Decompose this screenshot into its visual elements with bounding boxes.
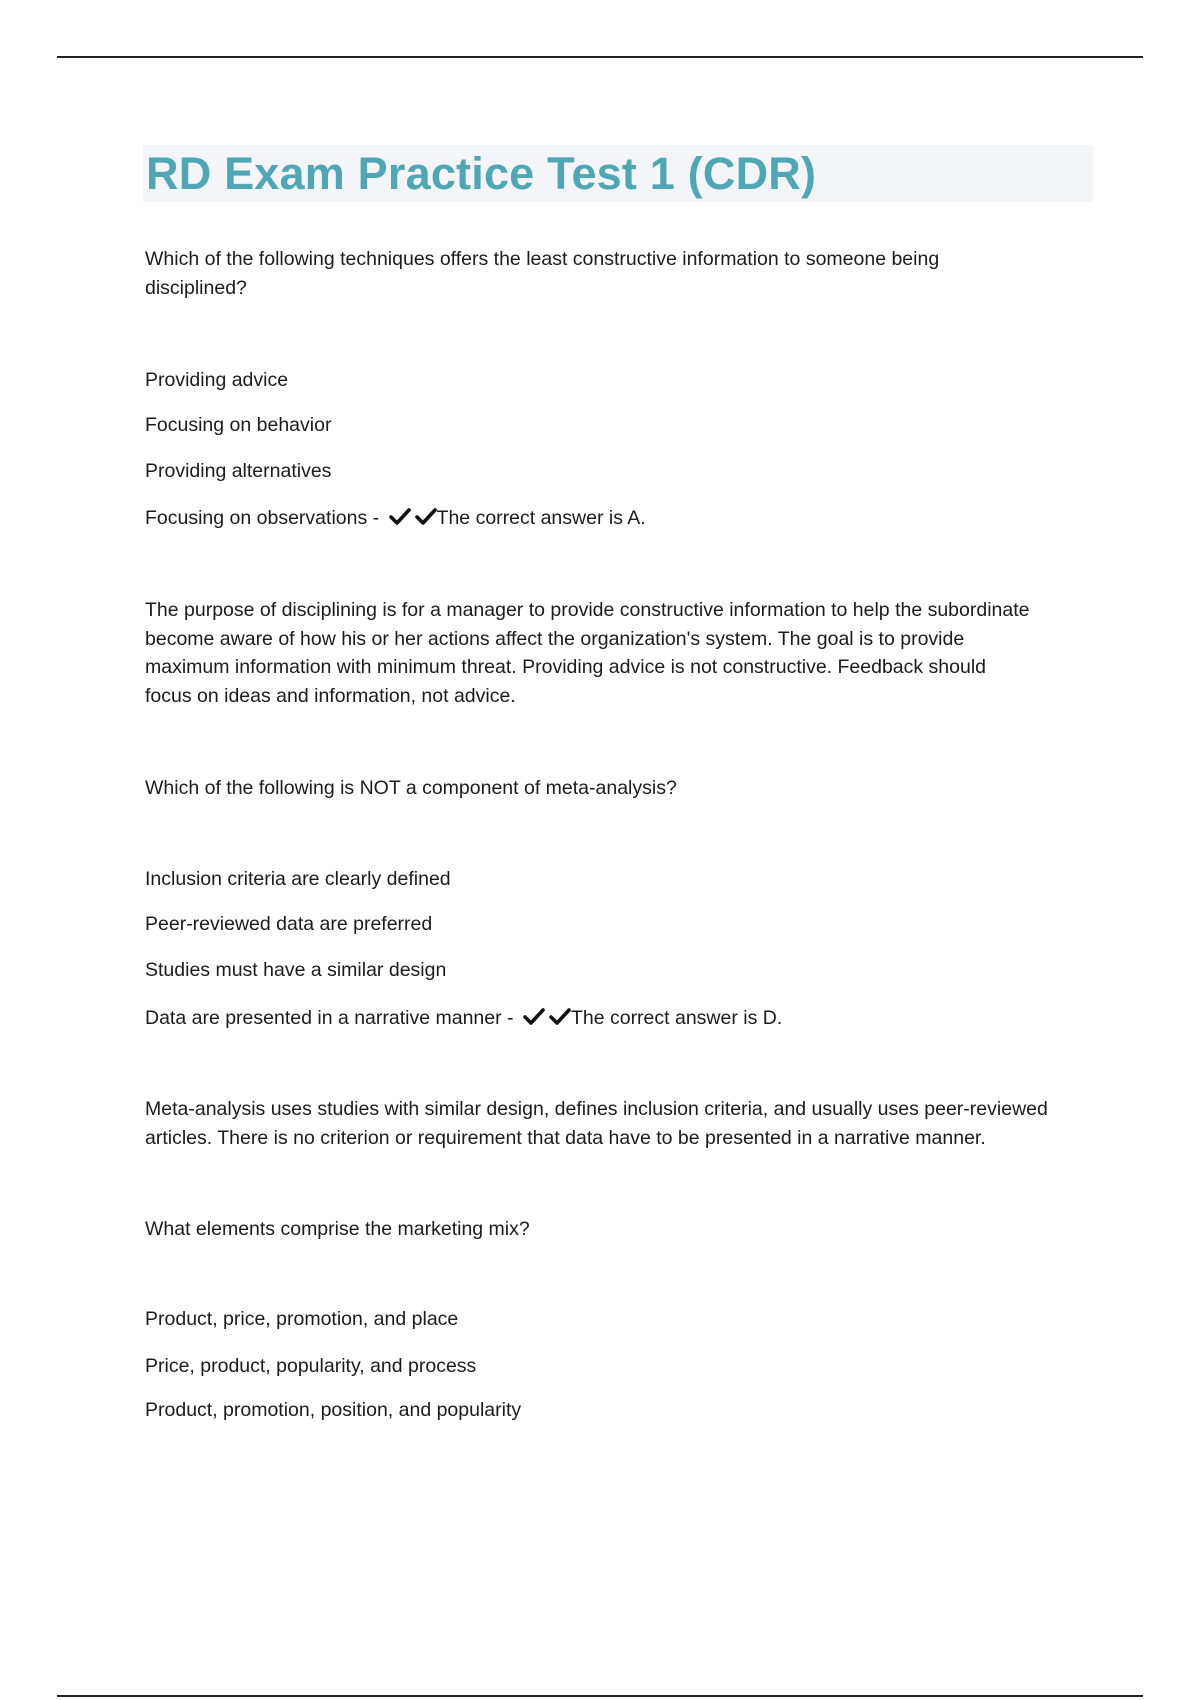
question-1-line-1: Which of the following techniques offers the least constructive information to someone being xyxy=(145,248,940,270)
question-1-option-a: Providing advice xyxy=(145,369,289,391)
question-2-explanation xyxy=(145,1095,1095,1152)
question-3-option-b: Price, product, popularity, and process xyxy=(145,1355,477,1377)
question-1-option-d: Focusing on observations - xyxy=(145,507,385,529)
question-2-option-c: Studies must have a similar design xyxy=(145,959,447,981)
question-1-explanation xyxy=(145,596,1095,710)
check-icon xyxy=(415,508,437,526)
question-2-answer: The correct answer is D. xyxy=(570,1007,783,1029)
question-2: Which of the following is NOT a component of meta-analysis? xyxy=(145,777,677,799)
question-1-answer: The correct answer is A. xyxy=(436,507,646,529)
question-1-option-b: Focusing on behavior xyxy=(145,414,332,436)
question-2-option-d: Data are presented in a narrative manner - xyxy=(145,1007,519,1029)
check-icon xyxy=(523,1008,545,1026)
question-1-option-d-row xyxy=(145,504,646,532)
question-1-line-2: disciplined? xyxy=(145,276,247,299)
top-rule xyxy=(57,56,1143,58)
question-3-option-a: Product, price, promotion, and place xyxy=(145,1308,459,1330)
explanation-line: The purpose of disciplining is for a manager to provide constructive information to help the subordinate xyxy=(145,599,1030,621)
explanation-line: focus on ideas and information, not advice. xyxy=(145,684,516,707)
question-1-option-c: Providing alternatives xyxy=(145,460,332,482)
check-icon xyxy=(389,508,411,526)
question-2-option-a: Inclusion criteria are clearly defined xyxy=(145,868,451,890)
question-3: What elements comprise the marketing mix? xyxy=(145,1218,530,1240)
explanation-line: maximum information with minimum threat. Providing advice is not constructive. Feedback should xyxy=(145,656,987,678)
check-icon xyxy=(549,1008,571,1026)
question-3-option-c: Product, promotion, position, and popularity xyxy=(145,1399,522,1421)
explanation-line: become aware of how his or her actions affect the organization's system. The goal is to provide xyxy=(145,627,965,650)
bottom-rule xyxy=(57,1695,1143,1697)
question-2-option-d-row xyxy=(145,1004,782,1032)
question-1 xyxy=(145,245,1095,302)
explanation-line: articles. There is no criterion or requirement that data have to be presented in a narrative manner. xyxy=(145,1126,986,1149)
document-title: RD Exam Practice Test 1 (CDR) xyxy=(146,148,817,199)
explanation-line: Meta-analysis uses studies with similar design, defines inclusion criteria, and usually uses peer-reviewed xyxy=(145,1098,1048,1120)
question-2-option-b: Peer-reviewed data are preferred xyxy=(145,913,433,935)
